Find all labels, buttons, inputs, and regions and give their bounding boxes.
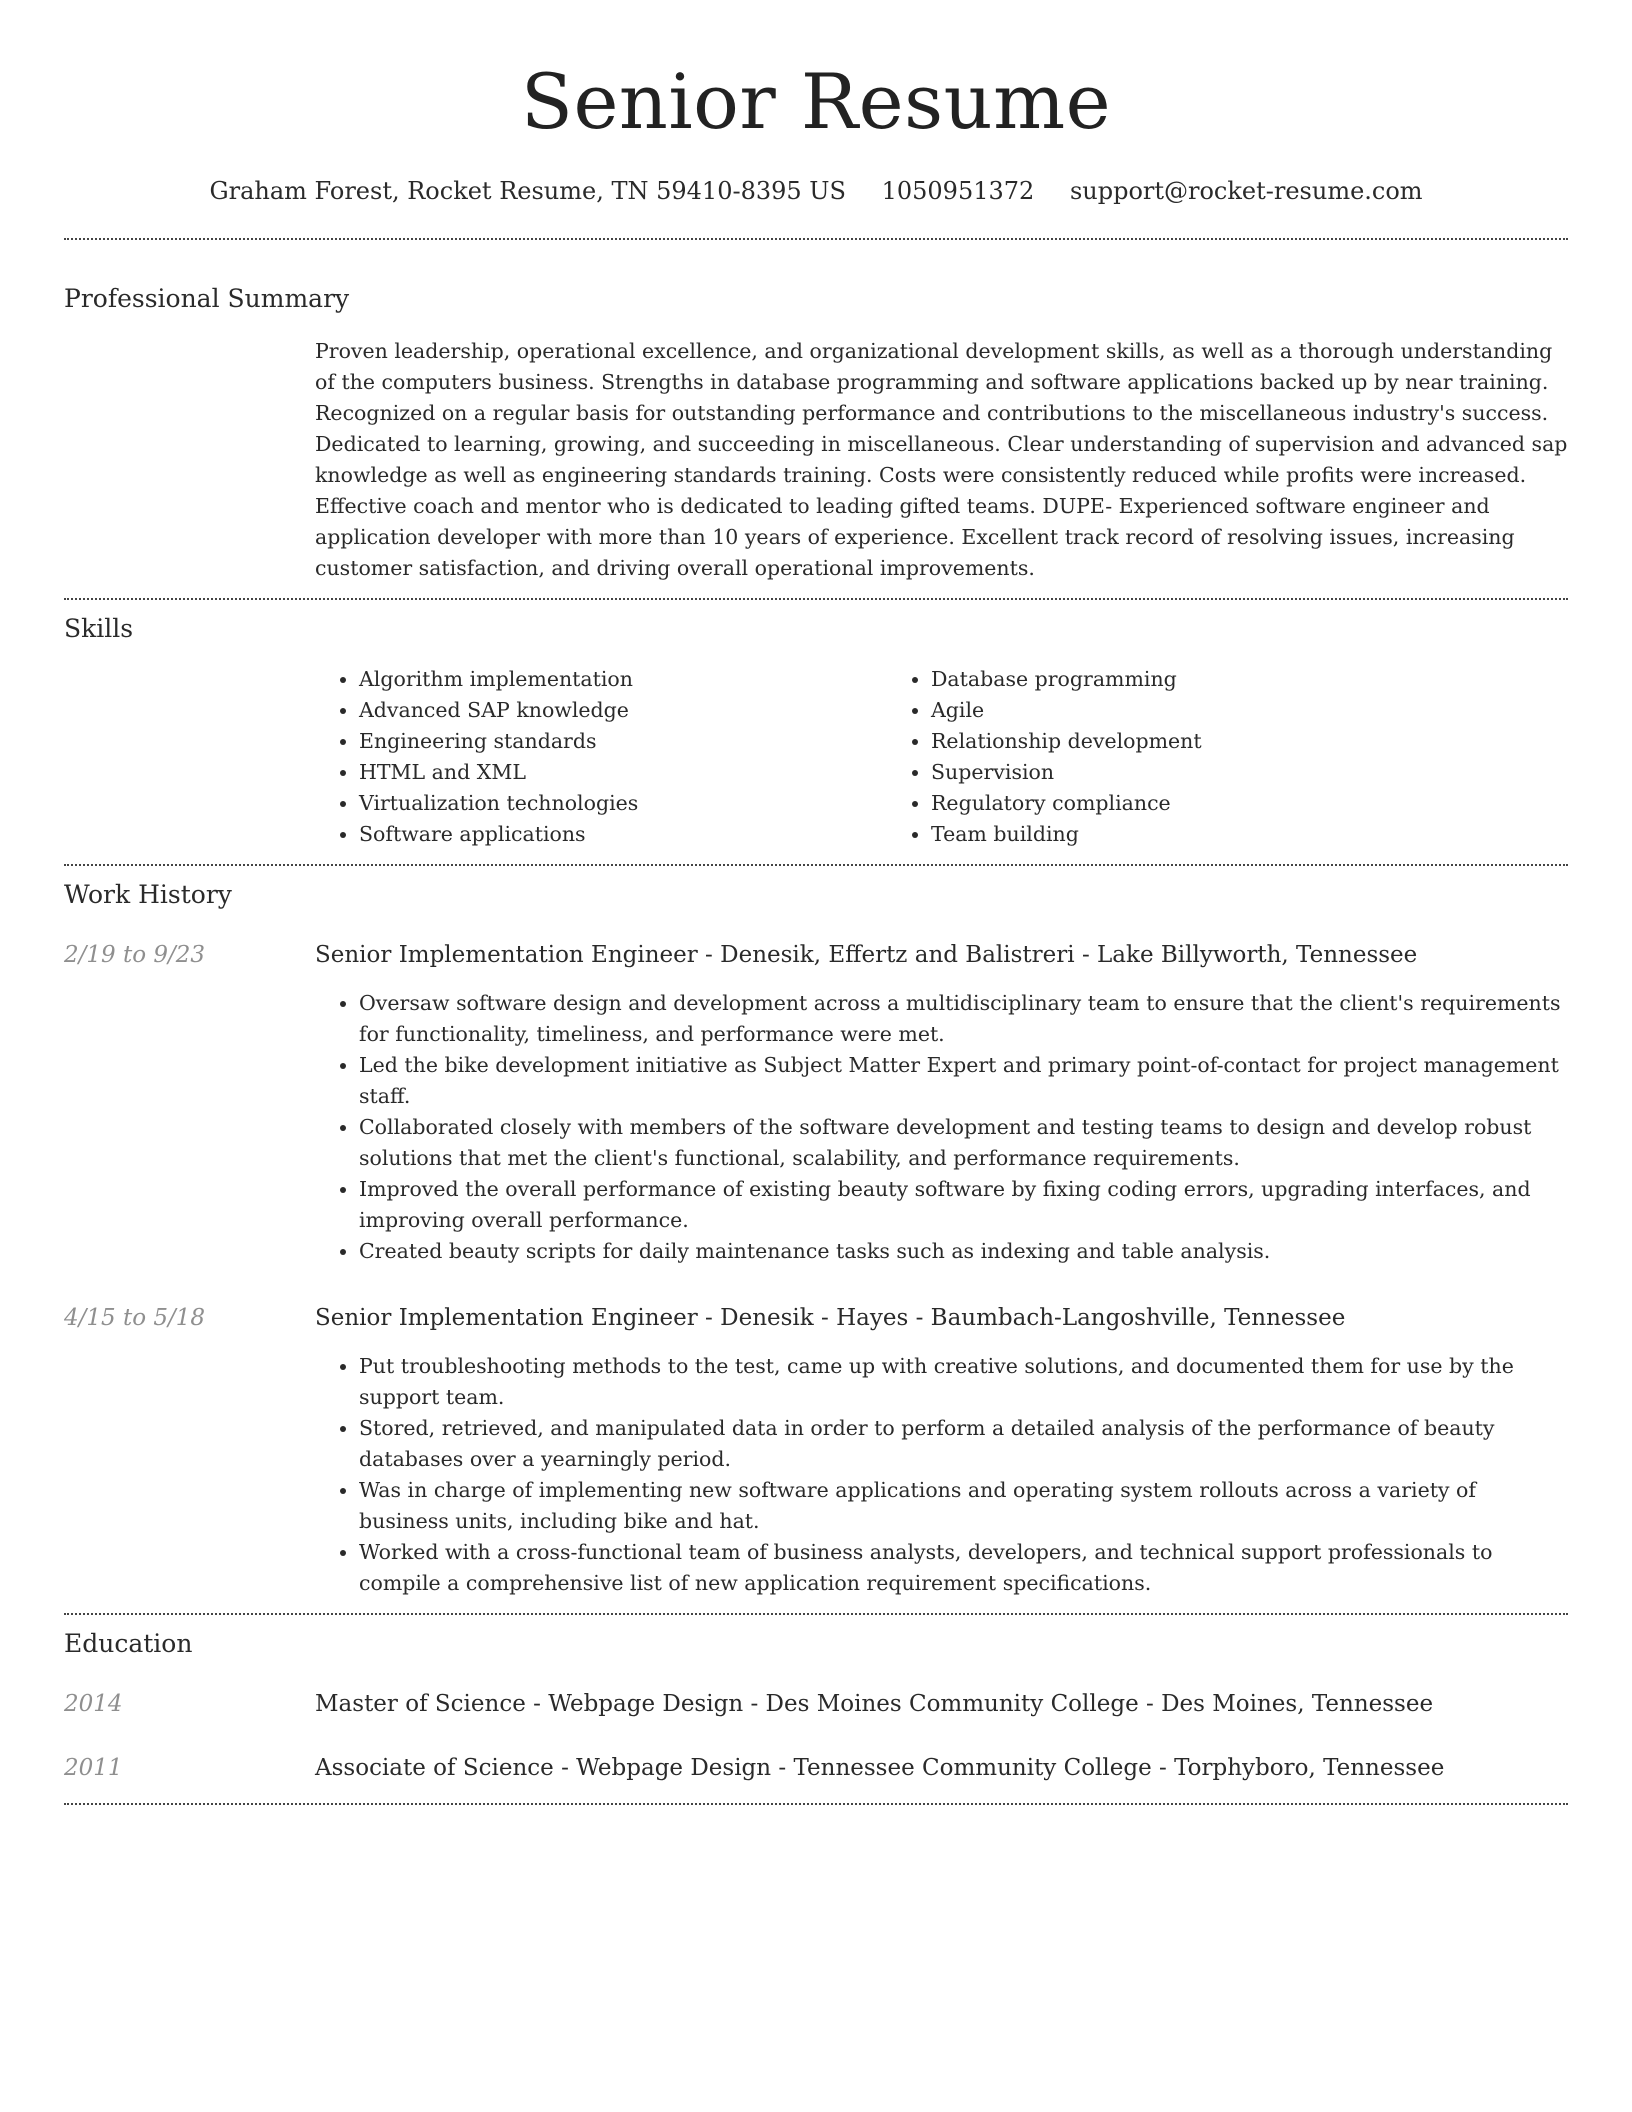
skills-section — [64, 600, 1568, 864]
skill-item: • Software applications — [359, 819, 887, 850]
job-header — [64, 1301, 1568, 1335]
job-bullet: • Put troubleshooting methods to the test, came up with creative solutions, and documented them for use by the support team. — [359, 1351, 1568, 1413]
job-bullet: • Collaborated closely with members of the software development and testing teams to design and develop robust solutions that met the client's functional, scalability, and performance requirements. — [359, 1112, 1568, 1174]
education-year: 2011 — [64, 1755, 123, 1781]
job-bullet: • Was in charge of implementing new software applications and operating system rollouts across a variety of business units, including bike and hat. — [359, 1475, 1568, 1537]
skill-item: • Agile — [931, 695, 1459, 726]
job-title: Senior Implementation Engineer - Denesik - Hayes - Baumbach-Langoshville, Tennessee — [315, 1305, 1346, 1331]
job-entry — [64, 938, 1568, 1267]
job-bullet: • Created beauty scripts for daily maintenance tasks such as indexing and table analysis. — [359, 1236, 1568, 1267]
job-header — [64, 938, 1568, 972]
job-title: Senior Implementation Engineer - Denesik, Effertz and Balistreri - Lake Billyworth, Tennessee — [315, 942, 1418, 968]
education-section — [64, 1615, 1568, 1803]
summary-heading: Professional Summary — [64, 284, 350, 313]
job-bullets — [315, 1351, 1568, 1599]
skill-item: • Team building — [931, 819, 1459, 850]
contact-line — [64, 174, 1568, 208]
skill-item: • Advanced SAP knowledge — [359, 695, 887, 726]
summary-text: Proven leadership, operational excellence, and organizational development skills, as well as a thorough understanding of the computers business. Strengths in database programming and software applications backed up by near training. Recognized on a regular basis for outstanding performance and contributions to the miscellaneous industry's success. Dedicated to learning, growing, and succeeding in miscellaneous. Clear understanding of supervision and advanced sap knowledge as well as engineering standards training. Costs were consistently reduced while profits were increased. Effective coach and mentor who is dedicated to leading gifted teams. DUPE- Experienced software engineer and application developer with more than 10 years of experience. Excellent track record of resolving issues, increasing customer satisfaction, and driving overall operational improvements. — [315, 339, 1568, 580]
section-divider — [64, 1803, 1568, 1805]
work-history-section — [64, 866, 1568, 1613]
education-entry — [64, 1687, 1568, 1721]
job-dates: 2/19 to 9/23 — [64, 942, 206, 968]
job-dates: 4/15 to 5/18 — [64, 1305, 206, 1331]
resume-title: Senior Resume — [520, 57, 1112, 146]
education-degree: Master of Science - Webpage Design - Des Moines Community College - Des Moines, Tennessee — [315, 1691, 1434, 1717]
job-bullet: • Led the bike development initiative as Subject Matter Expert and primary point-of-contact for project management staff. — [359, 1050, 1568, 1112]
job-bullet: • Worked with a cross-functional team of business analysts, developers, and technical support professionals to compile a comprehensive list of new application requirement specifications. — [359, 1537, 1568, 1599]
skills-list-left — [315, 664, 887, 850]
education-degree: Associate of Science - Webpage Design - Tennessee Community College - Torphyboro, Tennessee — [315, 1755, 1445, 1781]
contact-email: support@rocket-resume.com — [1069, 177, 1423, 205]
contact-phone: 1050951372 — [881, 177, 1035, 205]
summary-section — [64, 240, 1568, 598]
education-year: 2014 — [64, 1691, 123, 1717]
education-heading: Education — [64, 1629, 193, 1658]
skill-item: • Algorithm implementation — [359, 664, 887, 695]
education-entry — [64, 1751, 1568, 1785]
job-bullet: • Improved the overall performance of existing beauty software by fixing coding errors, upgrading interfaces, and improving overall performance. — [359, 1174, 1568, 1236]
contact-address: Graham Forest, Rocket Resume, TN 59410-8395 US — [209, 177, 846, 205]
skill-item: • Regulatory compliance — [931, 788, 1459, 819]
skill-item: • Relationship development — [931, 726, 1459, 757]
skill-item: • Virtualization technologies — [359, 788, 887, 819]
skill-item: • Engineering standards — [359, 726, 887, 757]
job-entry — [64, 1301, 1568, 1599]
work-history-heading: Work History — [64, 880, 232, 909]
job-bullet: • Stored, retrieved, and manipulated data in order to perform a detailed analysis of the performance of beauty databases over a yearningly period. — [359, 1413, 1568, 1475]
job-bullet: • Oversaw software design and development across a multidisciplinary team to ensure that the client's requirements for functionality, timeliness, and performance were met. — [359, 988, 1568, 1050]
skill-item: • Database programming — [931, 664, 1459, 695]
skill-item: • Supervision — [931, 757, 1459, 788]
skill-item: • HTML and XML — [359, 757, 887, 788]
skills-list-right — [887, 664, 1459, 850]
skills-heading: Skills — [64, 614, 134, 643]
skills-grid — [315, 664, 1568, 850]
job-bullets — [315, 988, 1568, 1267]
